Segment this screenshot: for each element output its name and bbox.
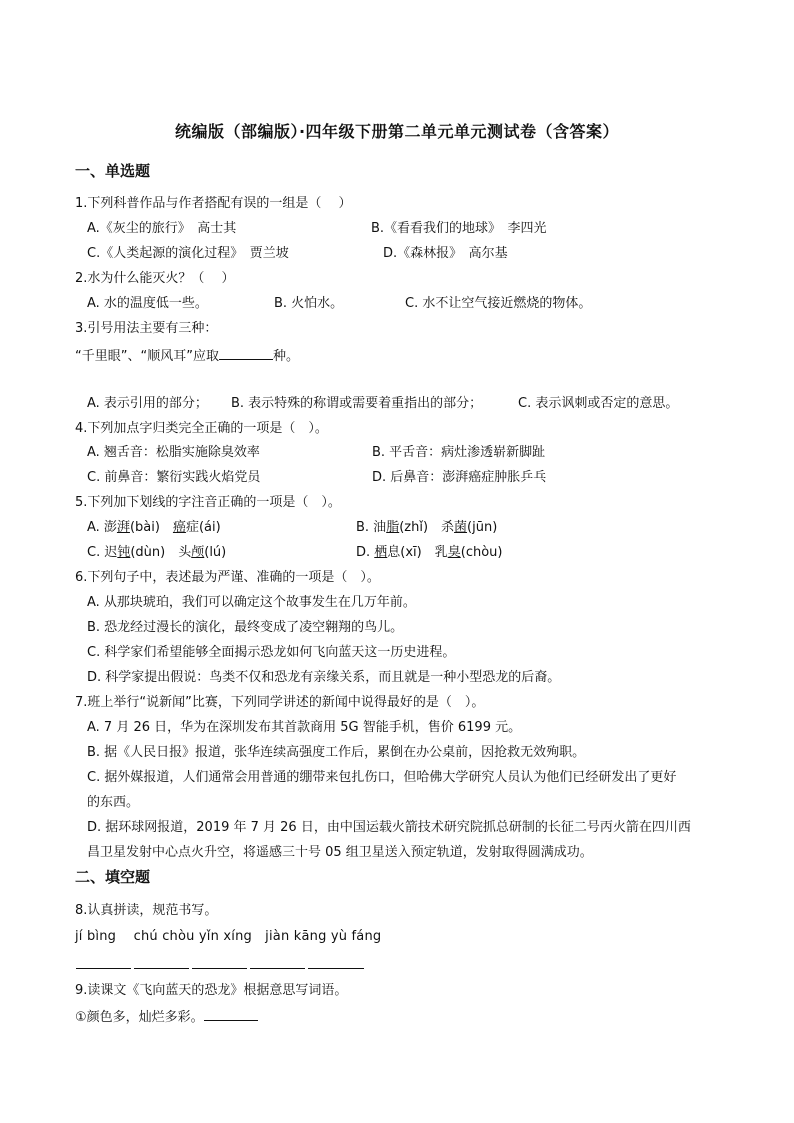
answer-blank[interactable] (204, 1006, 258, 1021)
answer-blank[interactable] (76, 968, 131, 969)
page-title: 统编版（部编版）·四年级下册第二单元单元测试卷（含答案） (174, 122, 620, 141)
question-6-option-a: A. 从那块琥珀，我们可以确定这个故事发生在几万年前。 (87, 595, 416, 610)
question-1-option-b: B.《看看我们的地球》 李四光 (371, 221, 547, 236)
question-5-stem: 5.下列加下划线的字注音正确的一项是（ ）。 (75, 495, 341, 510)
question-4-option-c: C. 前鼻音：繁衍实践火焰党员 (87, 470, 261, 485)
underlined-char: 脂 (386, 520, 400, 535)
question-3-option-b: B. 表示特殊的称谓或需要着重指出的部分； (231, 396, 483, 411)
option-text: (zhǐ) 杀 (399, 520, 455, 535)
question-8-stem: 8.认真拼读，规范书写。 (75, 903, 218, 918)
underlined-char: 癌 (172, 520, 186, 535)
question-7-option-a: A. 7 月 26 日，华为在深圳发布其首款商用 5G 智能手机，售价 6199 元。 (87, 720, 522, 735)
question-8-answer-blanks (76, 968, 364, 969)
question-6-option-c: C. 科学家们希望能够全面揭示恐龙如何飞向蓝天这一历史进程。 (87, 645, 456, 660)
question-3-prompt-text: “千里眼”、“顺风耳”应取 (75, 349, 219, 364)
question-9-item-1 (75, 1006, 258, 1027)
question-7-option-c-line2: 的东西。 (87, 795, 140, 810)
answer-blank[interactable] (134, 968, 189, 969)
question-1-option-d: D.《森林报》 高尔基 (383, 246, 508, 261)
underlined-char: 颅 (191, 545, 205, 560)
question-3-option-c: C. 表示讽刺或否定的意思。 (518, 396, 679, 411)
option-text: D. (356, 545, 375, 560)
question-6-stem: 6.下列句子中，表述最为严谨、准确的一项是（ ）。 (75, 570, 380, 585)
question-3-stem: 3.引号用法主要有三种： (75, 321, 218, 336)
question-5-option-d (356, 544, 503, 562)
question-6-option-d: D. 科学家提出假说：鸟类不仅和恐龙有亲缘关系，而且就是一种小型恐龙的后裔。 (87, 670, 561, 685)
option-text: C. 迟 (87, 545, 118, 560)
question-8-pinyin: jí bìng chú chòu yǐn xíng jiàn kāng yù fáng (75, 929, 382, 944)
question-2-option-a: A. 水的温度低一些。 (87, 296, 208, 311)
question-2-option-b: B. 火怕水。 (274, 296, 344, 311)
question-7-stem: 7.班上举行“说新闻”比赛，下列同学讲述的新闻中说得最好的是（ ）。 (75, 695, 485, 710)
option-text: (jūn) (467, 520, 498, 535)
question-3-prompt (75, 345, 299, 366)
underlined-char: 臭 (447, 545, 461, 560)
question-4-option-a: A. 翘舌音：松脂实施除臭效率 (87, 445, 260, 460)
question-4-option-d: D. 后鼻音：澎湃癌症肿胀乒乓 (372, 470, 547, 485)
section-heading-fill-in: 二、填空题 (75, 868, 151, 886)
underlined-char: 湃 (116, 520, 130, 535)
question-1-stem: 1.下列科普作品与作者搭配有误的一组是（ ） (75, 196, 352, 211)
underlined-char: 钝 (117, 545, 131, 560)
answer-blank[interactable] (219, 345, 273, 360)
option-text: (lú) (204, 545, 227, 560)
question-4-stem: 4.下列加点字归类完全正确的一项是（ ）。 (75, 421, 328, 436)
question-7-option-c-line1: C. 据外媒报道，人们通常会用普通的绷带来包扎伤口，但哈佛大学研究人员认为他们已经研发出了更好 (87, 770, 677, 785)
option-text: B. 油 (356, 520, 387, 535)
option-text: 息(xī) 乳 (387, 545, 448, 560)
answer-blank[interactable] (192, 968, 247, 969)
answer-blank[interactable] (250, 968, 305, 969)
question-5-option-a (87, 519, 221, 537)
question-9-item-1-text: ①颜色多，灿烂多彩。 (75, 1010, 204, 1025)
question-7-option-d-line2: 昌卫星发射中心点火升空，将遥感三十号 05 组卫星送入预定轨道，发射取得圆满成功。 (87, 845, 593, 860)
question-7-option-d-line1: D. 据环球网报道，2019 年 7 月 26 日，由中国运载火箭技术研究院抓总研制的长征二号丙火箭在四川西 (87, 820, 691, 835)
underlined-char: 菌 (454, 520, 468, 535)
section-heading-single-choice: 一、单选题 (75, 162, 151, 180)
question-6-option-b: B. 恐龙经过漫长的演化，最终变成了凌空翱翔的鸟儿。 (87, 620, 404, 635)
question-4-option-b: B. 平舌音：病灶渗透崭新脚趾 (372, 445, 546, 460)
answer-blank[interactable] (308, 968, 364, 969)
option-text: (dùn) 头 (130, 545, 192, 560)
question-2-stem: 2.水为什么能灭火？（ ） (75, 271, 235, 286)
question-1-option-a: A.《灰尘的旅行》 高士其 (87, 221, 237, 236)
option-text: (bài) (129, 520, 173, 535)
question-3-option-a: A. 表示引用的部分； (87, 396, 208, 411)
question-3-prompt-suffix: 种。 (272, 349, 299, 364)
question-2-option-c: C. 水不让空气接近燃烧的物体。 (405, 296, 592, 311)
question-5-option-c (87, 544, 226, 562)
option-text: A. 澎 (87, 520, 117, 535)
question-1-option-c: C.《人类起源的演化过程》 贾兰坡 (87, 246, 289, 261)
underlined-char: 栖 (374, 545, 388, 560)
option-text: (chòu) (460, 545, 503, 560)
question-9-stem: 9.读课文《飞向蓝天的恐龙》根据意思写词语。 (75, 983, 348, 998)
option-text: 症(ái) (185, 520, 221, 535)
question-5-option-b (356, 519, 497, 537)
question-7-option-b: B. 据《人民日报》报道，张华连续高强度工作后，累倒在办公桌前，因抢救无效殉职。 (87, 745, 586, 760)
